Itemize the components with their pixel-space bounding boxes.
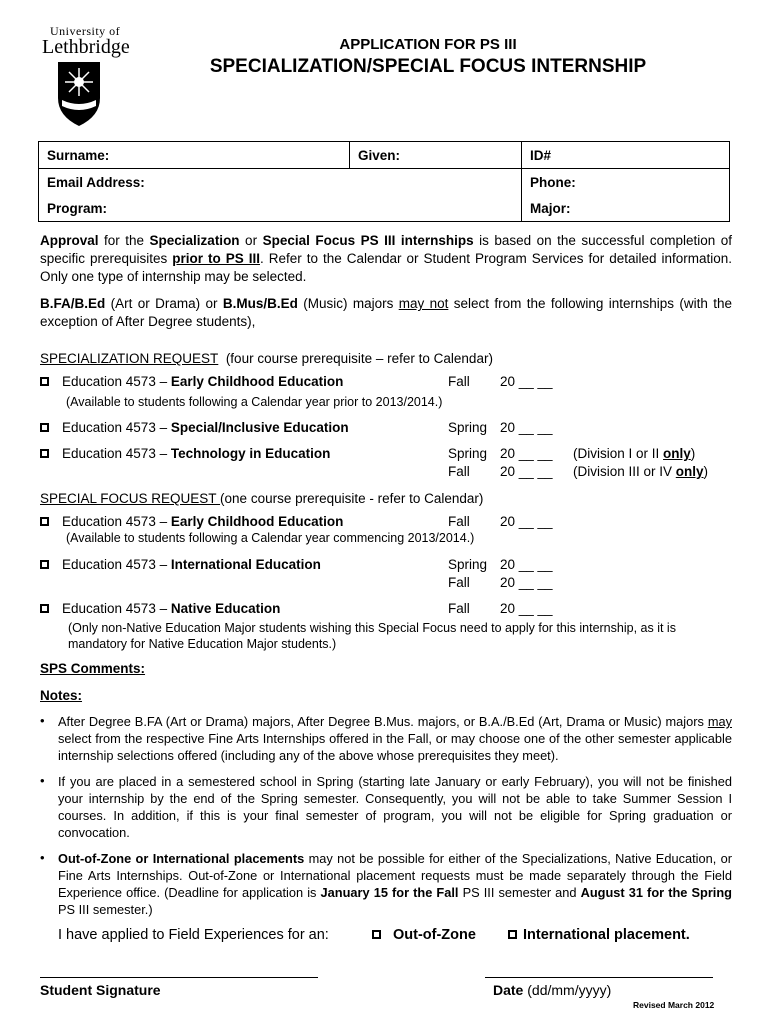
phone-field[interactable]: Phone: xyxy=(522,169,730,196)
year-blank[interactable]: 20 __ __ xyxy=(500,575,553,590)
student-signature-label: Student Signature xyxy=(40,982,161,998)
spec-tech-checkbox[interactable] xyxy=(40,449,49,458)
sps-comments-label: SPS Comments: xyxy=(40,661,146,676)
given-field[interactable]: Given: xyxy=(350,142,522,169)
division-note-2: (Division III or IV only) xyxy=(573,464,709,479)
spec-ecd-checkbox[interactable] xyxy=(40,377,49,386)
out-of-zone-checkbox[interactable] xyxy=(372,930,381,939)
year-blank[interactable]: 20 __ __ xyxy=(500,557,553,572)
term-label: Spring xyxy=(448,557,488,572)
email-field[interactable]: Email Address: xyxy=(39,169,522,196)
intro-paragraph-2: B.FA/B.Ed (Art or Drama) or B.Mus/B.Ed (Music) majors may not select from the following internships (with the exception of After Degree students), xyxy=(40,296,732,329)
focus-native-checkbox[interactable] xyxy=(40,604,49,613)
year-blank[interactable]: 20 __ __ xyxy=(500,601,553,616)
revised-date: Revised March 2012 xyxy=(633,1000,715,1010)
bullet-icon: • xyxy=(40,713,45,728)
focus-intl-row: Education 4573 – International Education xyxy=(40,557,321,572)
focus-intl-checkbox[interactable] xyxy=(40,560,49,569)
note-3: Out-of-Zone or International placements may not be possible for either of the Specializations, Native Education, or Fine Arts Internships. Out-of-Zone or International placement requests must be made separately through the Field Experience office. (Deadline for application is January 15 for the Fall PS III semester and August 31 for the Spring PS III semester.) xyxy=(58,851,732,917)
term-label: Fall xyxy=(448,374,470,389)
bullet-icon: • xyxy=(40,850,45,865)
specialization-heading: SPECIALIZATION REQUEST (four course prerequisite – refer to Calendar) xyxy=(40,351,493,366)
logo-university-of: University of xyxy=(50,24,121,38)
international-option[interactable]: International placement. xyxy=(508,927,690,943)
availability-note: (Available to students following a Calendar year commencing 2013/2014.) xyxy=(66,531,475,545)
focus-ecd-checkbox[interactable] xyxy=(40,517,49,526)
date-line[interactable] xyxy=(485,977,713,978)
note-2: If you are placed in a semestered school in Spring (starting late January or early February), you will not be finished your internship by the end of the Spring semester. Consequently, you will not be able to take Summer Session I courses. In addition, if this is your final semester of program, you will not be eligible for Spring graduation or convocation. xyxy=(58,774,732,840)
note-1: After Degree B.FA (Art or Drama) majors, After Degree B.Mus. majors, or B.A./B.Ed (Art, Drama or Music) majors may select from the respective Fine Arts Internships offered in the Fall, or may choose one of the other semester applicable internship selections offered (including any of the above whose prerequisites they meet). xyxy=(58,714,732,763)
term-label: Fall xyxy=(448,464,470,479)
title-application: APPLICATION FOR PS III xyxy=(339,36,517,53)
term-label: Fall xyxy=(448,575,470,590)
spec-special-row: Education 4573 – Special/Inclusive Education xyxy=(40,420,349,435)
logo-lethbridge: Lethbridge xyxy=(42,36,130,58)
year-blank[interactable]: 20 __ __ xyxy=(500,514,553,529)
special-focus-heading: SPECIAL FOCUS REQUEST (one course prerequisite - refer to Calendar) xyxy=(40,491,484,506)
division-note-1: (Division I or II only) xyxy=(573,446,696,461)
focus-ecd-row: Education 4573 – Early Childhood Education xyxy=(40,514,343,529)
spec-tech-row: Education 4573 – Technology in Education xyxy=(40,446,330,461)
year-blank[interactable]: 20 __ __ xyxy=(500,374,553,389)
major-field[interactable]: Major: xyxy=(522,195,730,222)
spec-special-checkbox[interactable] xyxy=(40,423,49,432)
availability-note: (Available to students following a Calendar year prior to 2013/2014.) xyxy=(66,395,443,409)
term-label: Fall xyxy=(448,601,470,616)
signature-line[interactable] xyxy=(40,977,318,978)
year-blank[interactable]: 20 __ __ xyxy=(500,420,553,435)
spec-ecd-row: Education 4573 – Early Childhood Education xyxy=(40,374,343,389)
id-field[interactable]: ID# xyxy=(522,142,730,169)
title-internship: SPECIALIZATION/SPECIAL FOCUS INTERNSHIP xyxy=(209,56,647,77)
applicant-info-table xyxy=(38,141,730,222)
surname-field[interactable]: Surname: xyxy=(39,142,350,169)
term-label: Fall xyxy=(448,514,470,529)
focus-native-row: Education 4573 – Native Education xyxy=(40,601,280,616)
international-checkbox[interactable] xyxy=(508,930,517,939)
applied-label: I have applied to Field Experiences for an: xyxy=(58,927,329,943)
bullet-icon: • xyxy=(40,773,45,788)
program-field[interactable]: Program: xyxy=(39,195,522,222)
date-label: Date (dd/mm/yyyy) xyxy=(493,982,612,998)
year-blank[interactable]: 20 __ __ xyxy=(500,464,553,479)
year-blank[interactable]: 20 __ __ xyxy=(500,446,553,461)
term-label: Spring xyxy=(448,446,488,461)
native-note: (Only non-Native Education Major students wishing this Special Focus need to apply for this internship, as it is mandatory for Native Education Major students.) xyxy=(68,621,676,651)
intro-paragraph-1: Approval for the Specialization or Special Focus PS III internships is based on the successful completion of specific prerequisites prior to PS III. Refer to the Calendar or Student Program Services for detailed information. Only one type of internship may be selected. xyxy=(40,233,732,284)
notes-heading: Notes: xyxy=(40,688,83,703)
term-label: Spring xyxy=(448,420,488,435)
out-of-zone-option[interactable]: Out-of-Zone xyxy=(372,927,476,943)
